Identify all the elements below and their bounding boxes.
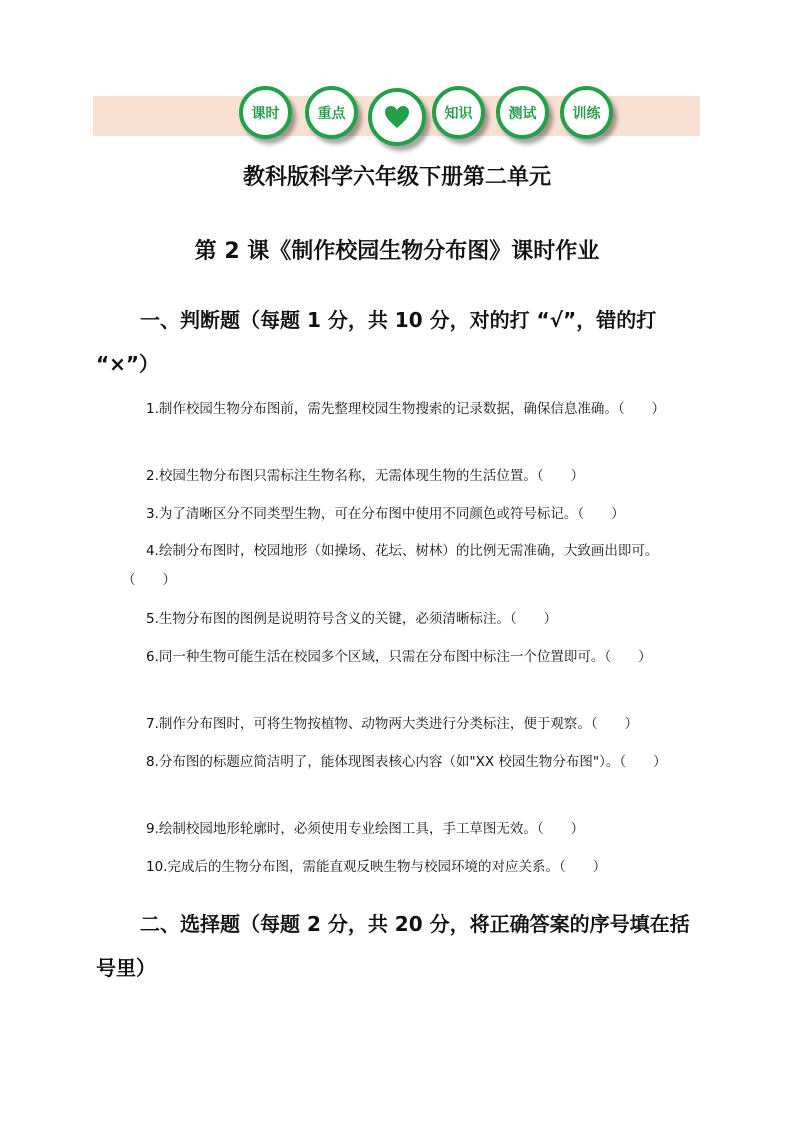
- question-item: 8.分布图的标题应简洁明了，能体现图表核心内容（如"XX 校园生物分布图"）。（ ）: [146, 754, 667, 770]
- question-item: 7.制作分布图时，可将生物按植物、动物两大类进行分类标注，便于观察。（ ）: [146, 716, 639, 732]
- badge-xunlian: [560, 86, 613, 139]
- badge-label: 测试: [508, 105, 537, 122]
- question-item: 6.同一种生物可能生活在校园多个区域，只需在分布图中标注一个位置即可。（ ）: [146, 649, 652, 665]
- badge-ceshi: [496, 86, 549, 139]
- badge-heart: [368, 88, 426, 146]
- badge-zhongdian: [305, 86, 358, 139]
- section-heading-judgment: 一、判断题（每题 1 分，共 10 分，对的打 “√”，错的打 “×”）: [96, 308, 657, 376]
- heart-icon: [384, 105, 410, 129]
- badge-zhishi: [432, 86, 485, 139]
- question-item: 4.绘制分布图时，校园地形（如操场、花坛、树林）的比例无需准确，大致画出即可。（ ）: [122, 543, 659, 588]
- document-title: 教科版科学六年级下册第二单元: [242, 165, 551, 190]
- question-item: 10.完成后的生物分布图，需能直观反映生物与校园环境的对应关系。（ ）: [146, 859, 607, 875]
- question-item: 2.校园生物分布图只需标注生物名称，无需体现生物的生活位置。（ ）: [146, 468, 585, 484]
- badge-label: 课时: [251, 105, 280, 122]
- question-item: 3.为了清晰区分不同类型生物，可在分布图中使用不同颜色或符号标记。（ ）: [146, 506, 625, 522]
- badge-label: 知识: [444, 105, 473, 122]
- badge-label: 训练: [572, 105, 601, 122]
- badge-label: 重点: [317, 105, 346, 122]
- badge-keshi: [239, 86, 292, 139]
- section-heading-choice: 二、选择题（每题 2 分，共 20 分，将正确答案的序号填在括号里）: [96, 912, 690, 980]
- question-item: 9.绘制校园地形轮廓时，必须使用专业绘图工具，手工草图无效。（ ）: [146, 821, 585, 837]
- question-item: 1.制作校园生物分布图前，需先整理校园生物搜索的记录数据，确保信息准确。（ ）: [146, 401, 666, 417]
- question-item: 5.生物分布图的图例是说明符号含义的关键，必须清晰标注。（ ）: [146, 611, 558, 627]
- lesson-title: 第 2 课《制作校园生物分布图》课时作业: [194, 239, 600, 264]
